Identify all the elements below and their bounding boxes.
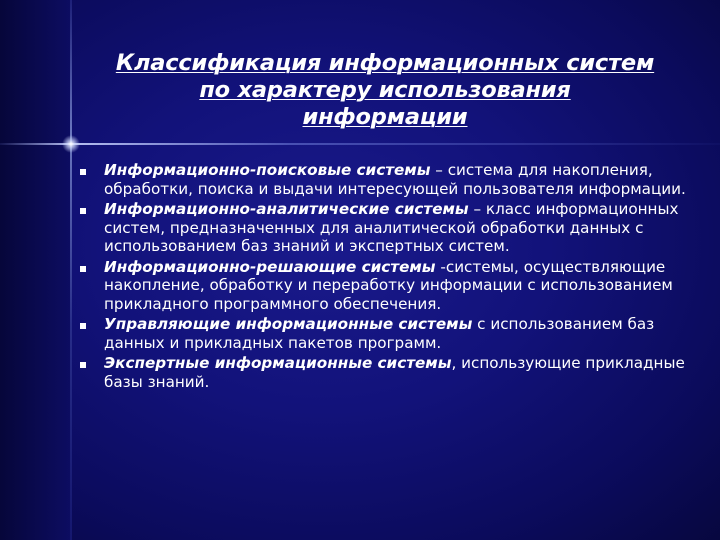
- slide-title: [78, 50, 692, 131]
- left-decor-band: [0, 0, 72, 540]
- item-text: , использующие прикладные базы знаний.: [104, 354, 685, 391]
- square-bullet-icon: [80, 208, 86, 214]
- list-item: [80, 354, 690, 391]
- horizontal-accent-line: [0, 143, 720, 145]
- item-text: – система для накопления, обработки, поиска и выдачи интересующей пользователя информации.: [104, 161, 686, 198]
- square-bullet-icon: [80, 362, 86, 368]
- item-text: – класс информационных систем, предназначенных для аналитической обработки данных с использованием баз знаний и экспертных систем.: [104, 200, 679, 255]
- square-bullet-icon: [80, 266, 86, 272]
- list-item: [80, 315, 690, 352]
- list-item: [80, 200, 690, 256]
- item-text: -системы, осуществляющие накопление, обработку и переработку информации с использованием прикладного программного обеспечения.: [104, 257, 673, 313]
- title-line-1: Классификация информационных систем: [115, 50, 655, 76]
- item-term: Информационно-решающие системы: [104, 257, 436, 276]
- title-line-3: информации: [302, 104, 468, 130]
- item-term: Информационно-поисковые системы: [104, 161, 431, 179]
- bullet-list: [80, 161, 690, 393]
- title-line-2: по характеру использования: [199, 77, 571, 103]
- square-bullet-icon: [80, 169, 86, 175]
- item-term: Управляющие информационные системы: [104, 315, 473, 333]
- sparkle-icon: [62, 135, 80, 153]
- item-term: Экспертные информационные системы: [104, 354, 452, 372]
- item-term: Информационно-аналитические системы: [104, 200, 469, 218]
- list-item: [80, 161, 690, 198]
- square-bullet-icon: [80, 323, 86, 329]
- vertical-accent-line: [70, 0, 72, 540]
- list-item: [80, 258, 690, 314]
- item-text: с использованием баз данных и прикладных пакетов программ.: [104, 315, 655, 352]
